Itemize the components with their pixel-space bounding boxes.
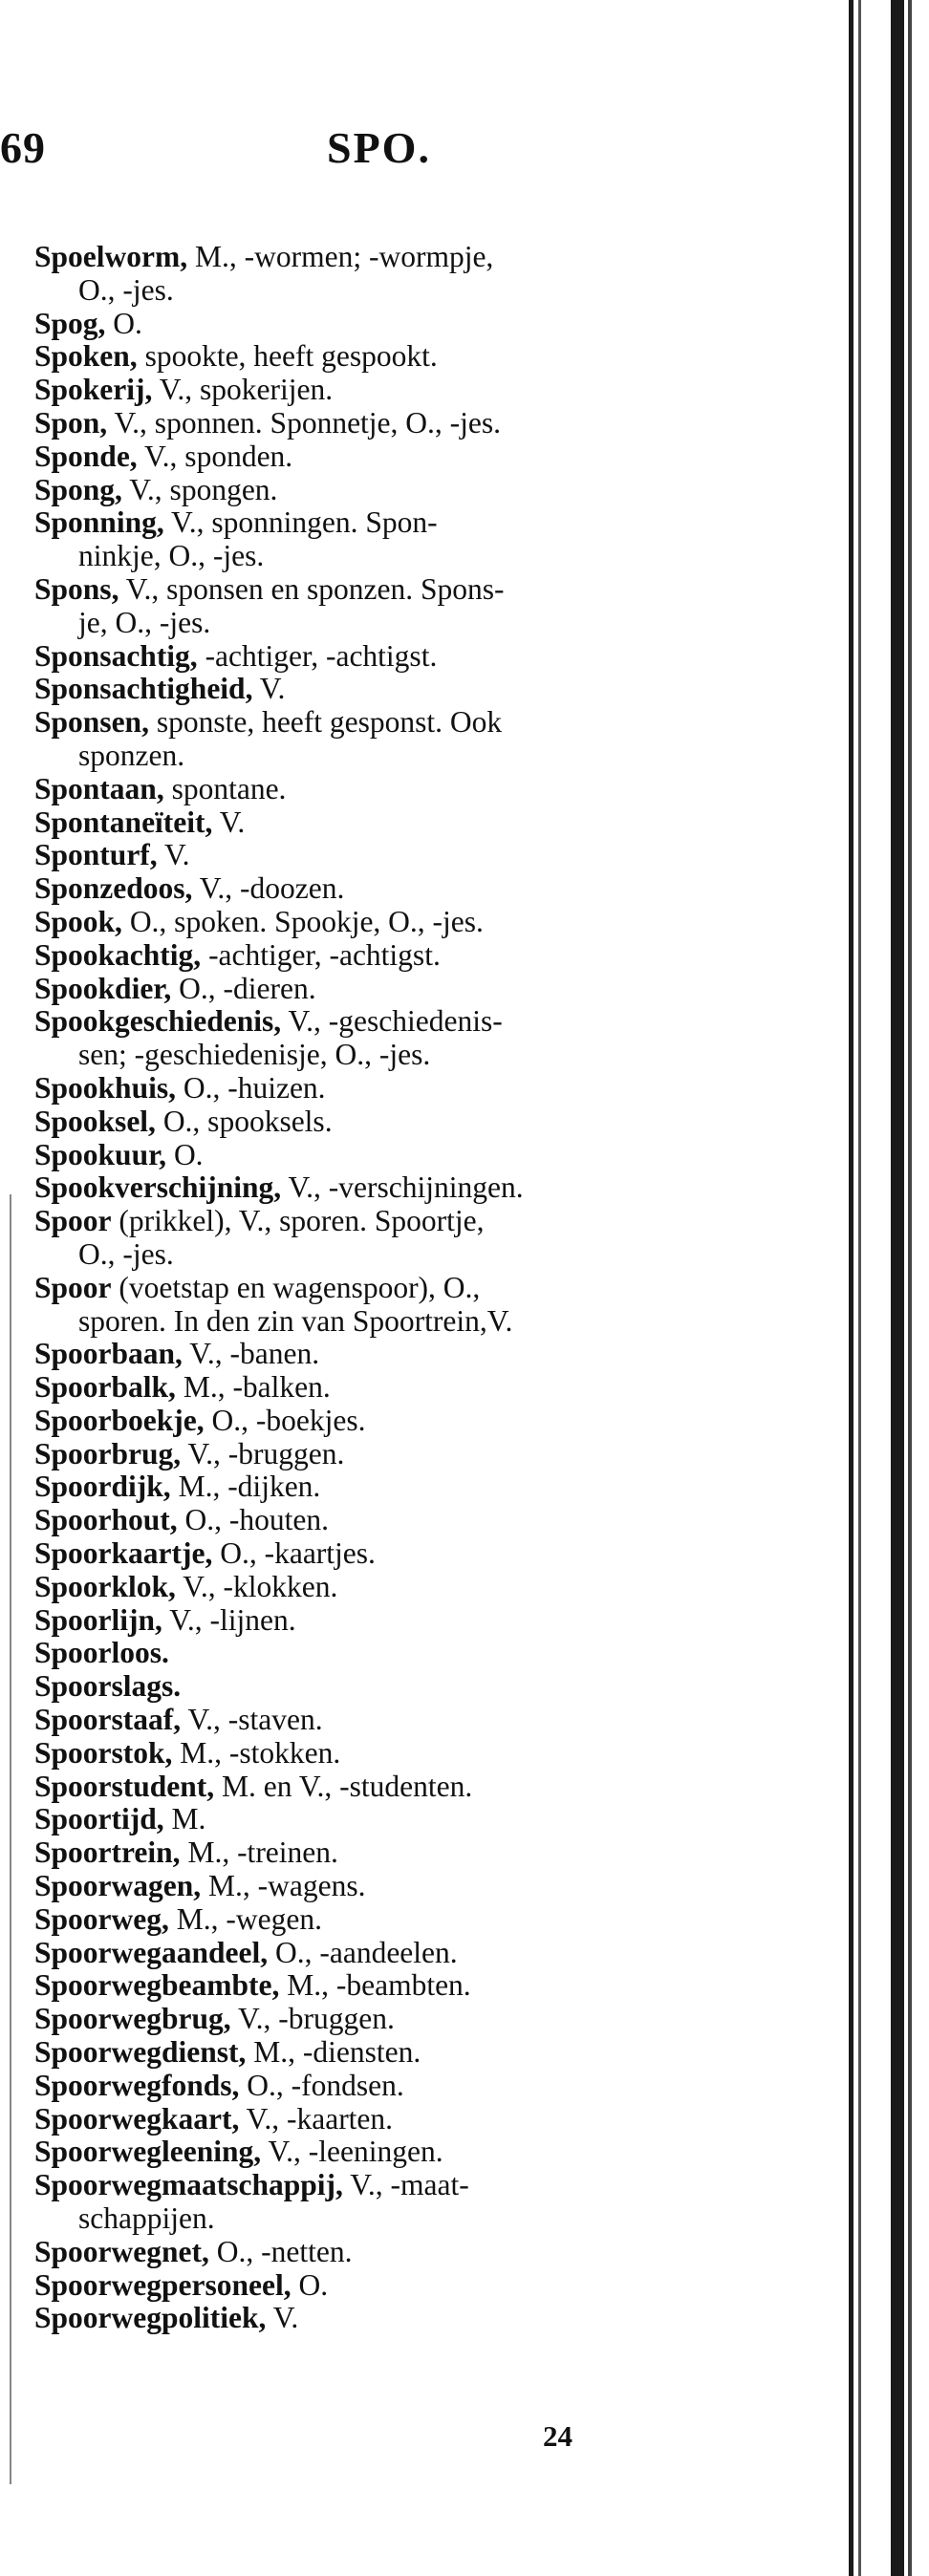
entry-definition: V., sponsen en sponzen. Spons- (119, 571, 505, 606)
entry-continuation: je, O., -jes. (78, 605, 211, 639)
dictionary-entry (34, 939, 734, 973)
dictionary-entry (34, 1670, 734, 1704)
entry-definition: V., -lijnen. (162, 1602, 296, 1637)
dictionary-entry (34, 1405, 734, 1438)
entry-definition: M., -treinen. (180, 1835, 338, 1870)
dictionary-entry (34, 2103, 734, 2136)
entry-definition: O., -dieren. (171, 971, 316, 1005)
entry-definition: O., -boekjes. (204, 1403, 366, 1437)
entry-headword: Spoordijk, (34, 1470, 171, 1504)
entry-headword: Spoorbalk, (34, 1370, 176, 1405)
entry-headword: Sponsachtigheid, (34, 672, 253, 706)
dictionary-entry (34, 440, 734, 474)
entry-continuation: sporen. In den zin van Spoortrein,V. (78, 1303, 513, 1338)
entry-continuation: ninkje, O., -jes. (78, 539, 265, 573)
entry-headword: Spoortrein, (34, 1835, 181, 1870)
dictionary-entry (34, 308, 734, 341)
dictionary-entry (34, 241, 734, 308)
entry-headword: Spoorwegbeambte, (34, 1968, 280, 2003)
entry-definition: V. (266, 2301, 299, 2335)
dictionary-entry (34, 1139, 734, 1172)
entry-headword: Spooksel, (34, 1104, 156, 1138)
entry-definition: V., -klokken. (175, 1569, 338, 1603)
entry-definition: M., -wagens. (201, 1869, 366, 1903)
running-head: SPO. (327, 123, 431, 172)
entry-headword: Spoorstaaf, (34, 1703, 182, 1737)
entry-definition: sponste, heeft gesponst. Ook (148, 705, 503, 740)
entry-headword: Spoorwegnet, (34, 2234, 209, 2268)
entry-headword: Sponde, (34, 439, 138, 473)
entry-headword: Spoorkaartje, (34, 1536, 213, 1571)
entry-continuation: schappijen. (78, 2201, 215, 2236)
entry-definition: O. (166, 1137, 204, 1171)
dictionary-entry (34, 506, 734, 573)
entry-definition: O., -fondsen. (239, 2068, 404, 2102)
entry-headword: Spontaneïteit, (34, 805, 213, 839)
entry-headword: Sponsachtig, (34, 638, 198, 673)
entry-headword: Spook, (34, 904, 122, 938)
entry-headword: Spoorwegkaart, (34, 2101, 240, 2136)
entry-headword: Spoelworm, (34, 240, 188, 273)
entry-headword: Spoorwegpersoneel, (34, 2267, 292, 2302)
entry-definition: V. (157, 838, 190, 872)
dictionary-entry (34, 573, 734, 640)
entry-headword: Spoorwegbrug, (34, 2002, 231, 2036)
entry-definition: M., -balken. (175, 1370, 331, 1405)
entry-definition: (voetstap en wagenspoor), O., (111, 1270, 481, 1304)
dictionary-entry (34, 872, 734, 906)
entry-headword: Spoorwegdienst, (34, 2035, 247, 2070)
entry-definition: O. (291, 2267, 329, 2302)
entry-headword: Spoorslags. (34, 1669, 182, 1704)
entry-headword: Spoor (34, 1204, 112, 1238)
entry-headword: Spon, (34, 405, 108, 440)
page-edge-strip (891, 0, 904, 2576)
entry-definition: V., -maat- (342, 2168, 469, 2202)
entry-continuation: O., -jes. (78, 272, 174, 307)
entry-definition: M., -wegen. (168, 1901, 322, 1936)
margin-rule (10, 1194, 11, 2484)
entry-continuation: O., -jes. (78, 1236, 174, 1271)
dictionary-entry (34, 1272, 734, 1339)
dictionary-entry (34, 1903, 734, 1937)
dictionary-entry (34, 2003, 734, 2036)
dictionary-entry (34, 806, 734, 840)
entry-headword: Spontaan, (34, 771, 164, 805)
dictionary-entry (34, 2269, 734, 2303)
entry-headword: Spookuur, (34, 1137, 167, 1171)
dictionary-entry (34, 1803, 734, 1836)
entry-definition: spookte, heeft gespookt. (137, 339, 438, 374)
entry-definition: V. (212, 805, 246, 839)
entry-continuation: sponzen. (78, 738, 185, 772)
page-edge-strip (908, 0, 912, 2576)
page-number: 69 (0, 123, 46, 172)
entry-headword: Sponzedoos, (34, 871, 193, 906)
entry-definition: V., -geschiedenis- (281, 1004, 503, 1039)
entry-headword: Spoortijd, (34, 1802, 164, 1836)
dictionary-entry (34, 1637, 734, 1670)
entry-headword: Spoorstok, (34, 1735, 173, 1770)
entry-definition: V., -staven. (181, 1703, 323, 1737)
entry-definition: M., -stokken. (172, 1735, 341, 1770)
entry-headword: Spookachtig, (34, 937, 202, 972)
dictionary-entry (34, 1470, 734, 1504)
dictionary-entry (34, 1371, 734, 1405)
dictionary-entry (34, 1171, 734, 1205)
dictionary-entry (34, 1338, 734, 1371)
entry-headword: Spoorwegleening, (34, 2135, 262, 2169)
entry-definition: M., -dijken. (170, 1470, 321, 1504)
dictionary-entry (34, 1870, 734, 1903)
entry-definition: O., spoken. Spookje, O., -jes. (121, 904, 484, 938)
dictionary-entry (34, 1106, 734, 1139)
entry-headword: Spoor (34, 1270, 112, 1304)
dictionary-entry (34, 2302, 734, 2335)
entry-headword: Sponturf, (34, 838, 158, 872)
dictionary-entry (34, 2070, 734, 2103)
entry-headword: Spoorweg, (34, 1901, 169, 1936)
entry-definition: V., spokerijen. (152, 373, 334, 407)
entry-headword: Spoorwagen, (34, 1869, 202, 1903)
entry-headword: Spokerij, (34, 373, 153, 407)
entry-definition: V., sponningen. Spon- (163, 505, 438, 540)
entry-definition: -achtiger, -achtigst. (201, 937, 441, 972)
dictionary-entry (34, 1571, 734, 1604)
dictionary-entry (34, 1504, 734, 1537)
dictionary-entry (34, 407, 734, 440)
dictionary-entry (34, 1771, 734, 1804)
entry-headword: Spoorloos. (34, 1636, 169, 1670)
dictionary-entry (34, 1072, 734, 1106)
dictionary-entry (34, 2236, 734, 2269)
dictionary-entry (34, 1537, 734, 1571)
entry-definition: M., -diensten. (246, 2035, 421, 2070)
dictionary-entry (34, 2169, 734, 2236)
dictionary-entry (34, 1604, 734, 1638)
entry-definition: V., -kaarten. (239, 2101, 394, 2136)
entry-definition: V., sponden. (137, 439, 293, 473)
dictionary-entry (34, 1937, 734, 1970)
entry-headword: Spoorklok, (34, 1569, 176, 1603)
entry-definition: -achtiger, -achtigst. (197, 638, 438, 673)
entry-headword: Spoorlijn, (34, 1602, 162, 1637)
entry-headword: Sponsen, (34, 705, 149, 740)
entry-definition: O., -aandeelen. (268, 1935, 458, 1969)
entry-headword: Spog, (34, 306, 106, 340)
entry-headword: Spoken, (34, 339, 138, 374)
dictionary-entry (34, 773, 734, 806)
dictionary-entry (34, 1205, 734, 1272)
dictionary-entry (34, 973, 734, 1006)
entry-definition: M. (163, 1802, 206, 1836)
dictionary-entry (34, 839, 734, 872)
entry-headword: Spons, (34, 571, 119, 606)
dictionary-entry (34, 640, 734, 674)
entry-headword: Spoorbaan, (34, 1337, 183, 1371)
entry-definition: M. en V., -studenten. (214, 1769, 473, 1803)
dictionary-entry (34, 1836, 734, 1870)
entry-definition: V., -verschijningen. (281, 1170, 524, 1205)
entry-definition: O. (105, 306, 142, 340)
entry-headword: Sponning, (34, 505, 164, 540)
dictionary-entry (34, 340, 734, 374)
entry-headword: Spoorwegpolitiek, (34, 2301, 267, 2335)
entry-definition: O., -netten. (208, 2234, 353, 2268)
entry-headword: Spookverschijning, (34, 1170, 282, 1205)
dictionary-entry (34, 906, 734, 939)
signature-mark: 24 (543, 2419, 573, 2453)
entry-definition: V., sponnen. Sponnetje, O., -jes. (107, 405, 502, 440)
entry-definition: O., -houten. (177, 1503, 330, 1537)
dictionary-entry (34, 474, 734, 507)
dictionary-entry (34, 1969, 734, 2003)
entry-headword: Spookdier, (34, 971, 172, 1005)
page-header (0, 122, 929, 180)
dictionary-entry (34, 374, 734, 407)
entry-definition: V. (252, 672, 286, 706)
entry-headword: Spoorwegaandeel, (34, 1935, 269, 1969)
entry-definition: O., -kaartjes. (212, 1536, 376, 1571)
page-edge-strip (858, 0, 861, 2576)
page-edge-strip (849, 0, 853, 2576)
entry-headword: Spookgeschiedenis, (34, 1004, 282, 1039)
entry-definition: spontane. (163, 771, 287, 805)
entry-definition: V., -doozen. (192, 871, 345, 906)
entry-definition: (prikkel), V., sporen. Spoortje, (111, 1204, 485, 1238)
dictionary-entry (34, 673, 734, 706)
entry-headword: Spoorwegmaatschappij, (34, 2168, 343, 2202)
entry-headword: Spong, (34, 472, 122, 506)
dictionary-entry (34, 706, 734, 773)
dictionary-entry (34, 1704, 734, 1737)
entry-definition: M., -wormen; -wormpje, (187, 240, 494, 273)
entry-definition: V., -leeningen. (261, 2135, 443, 2169)
entry-headword: Spoorhout, (34, 1503, 178, 1537)
entry-definition: O., spooksels. (155, 1104, 333, 1138)
entry-definition: O., -huizen. (175, 1070, 326, 1105)
dictionary-entry (34, 1737, 734, 1771)
entry-headword: Spoorboekje, (34, 1403, 205, 1437)
dictionary-entry (34, 1005, 734, 1072)
dictionary-entry (34, 2136, 734, 2169)
entry-definition: V., -bruggen. (230, 2002, 395, 2036)
dictionary-entry (34, 2036, 734, 2070)
entry-definition: V., -banen. (182, 1337, 320, 1371)
entry-headword: Spookhuis, (34, 1070, 176, 1105)
entry-continuation: sen; -geschiedenisje, O., -jes. (78, 1038, 431, 1072)
dictionary-entry (34, 1438, 734, 1471)
entry-definition: M., -beambten. (279, 1968, 471, 2003)
entry-headword: Spoorstudent, (34, 1769, 215, 1803)
dictionary-entries (34, 241, 734, 2335)
entry-definition: V., spongen. (121, 472, 278, 506)
entry-definition: V., -bruggen. (181, 1436, 345, 1470)
entry-headword: Spoorbrug, (34, 1436, 182, 1470)
entry-headword: Spoorwegfonds, (34, 2068, 240, 2102)
